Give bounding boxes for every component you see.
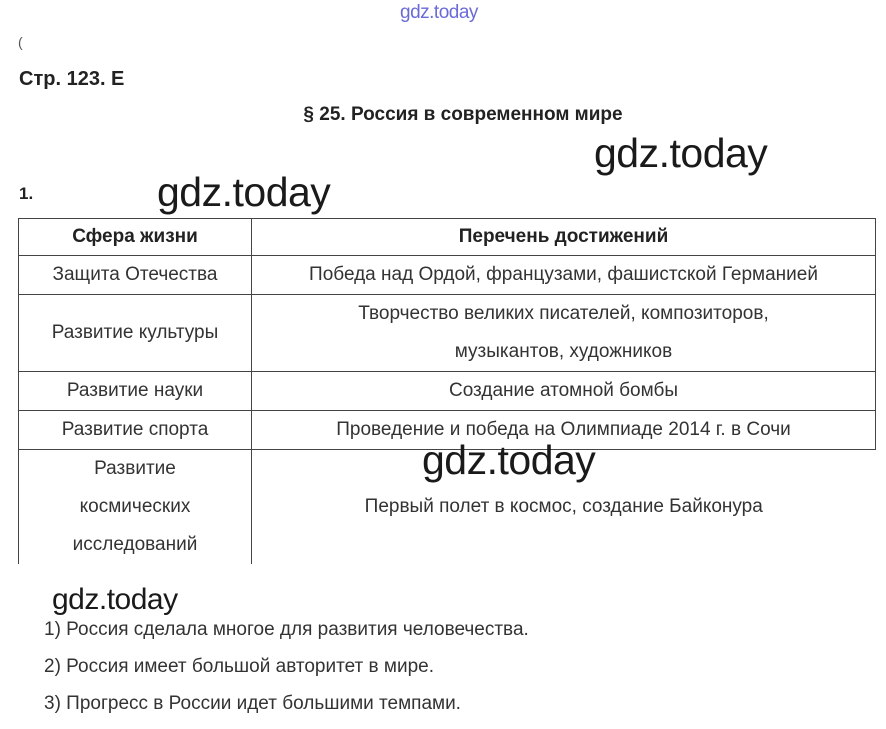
section-title: § 25. Россия в современном мире <box>303 104 623 125</box>
achievements-table <box>18 218 876 564</box>
watermark: gdz.today <box>594 130 768 176</box>
cell-achievements: Первый полет в космос, создание Байконура <box>252 450 876 565</box>
list-item: 1) Россия сделала многое для развития человечества. <box>44 619 529 640</box>
cell-achievements: Творчество великих писателей, композиторов, музыкантов, художников <box>252 295 876 372</box>
cell-sphere: Развитие культуры <box>19 295 252 372</box>
table-row <box>19 372 876 411</box>
header-achievements: Перечень достижений <box>252 219 876 256</box>
table-row <box>19 256 876 295</box>
conclusions-list <box>44 617 529 728</box>
watermark-top: gdz.today <box>400 2 478 23</box>
cell-achievements: Победа над Ордой, французами, фашистской Германией <box>252 256 876 295</box>
watermark: gdz.today <box>52 583 178 616</box>
header-sphere: Сфера жизни <box>19 219 252 256</box>
cell-sphere: Развитие космических исследований <box>19 450 252 565</box>
cell-sphere: Защита Отечества <box>19 256 252 295</box>
page-reference: Стр. 123. Е <box>19 68 125 90</box>
cell-achievements: Создание атомной бомбы <box>252 372 876 411</box>
watermark: gdz.today <box>157 169 331 215</box>
cell-achievements: Проведение и победа на Олимпиаде 2014 г. в Сочи <box>252 411 876 450</box>
list-item: 3) Прогресс в России идет большими темпами. <box>44 693 461 714</box>
cell-sphere: Развитие спорта <box>19 411 252 450</box>
table-row <box>19 295 876 372</box>
list-item: 2) Россия имеет большой авторитет в мире. <box>44 656 434 677</box>
page-mark: ( <box>18 34 23 50</box>
task-number: 1. <box>19 184 34 203</box>
cell-sphere: Развитие науки <box>19 372 252 411</box>
watermark: gdz.today <box>422 437 596 483</box>
table-header-row <box>19 219 876 256</box>
